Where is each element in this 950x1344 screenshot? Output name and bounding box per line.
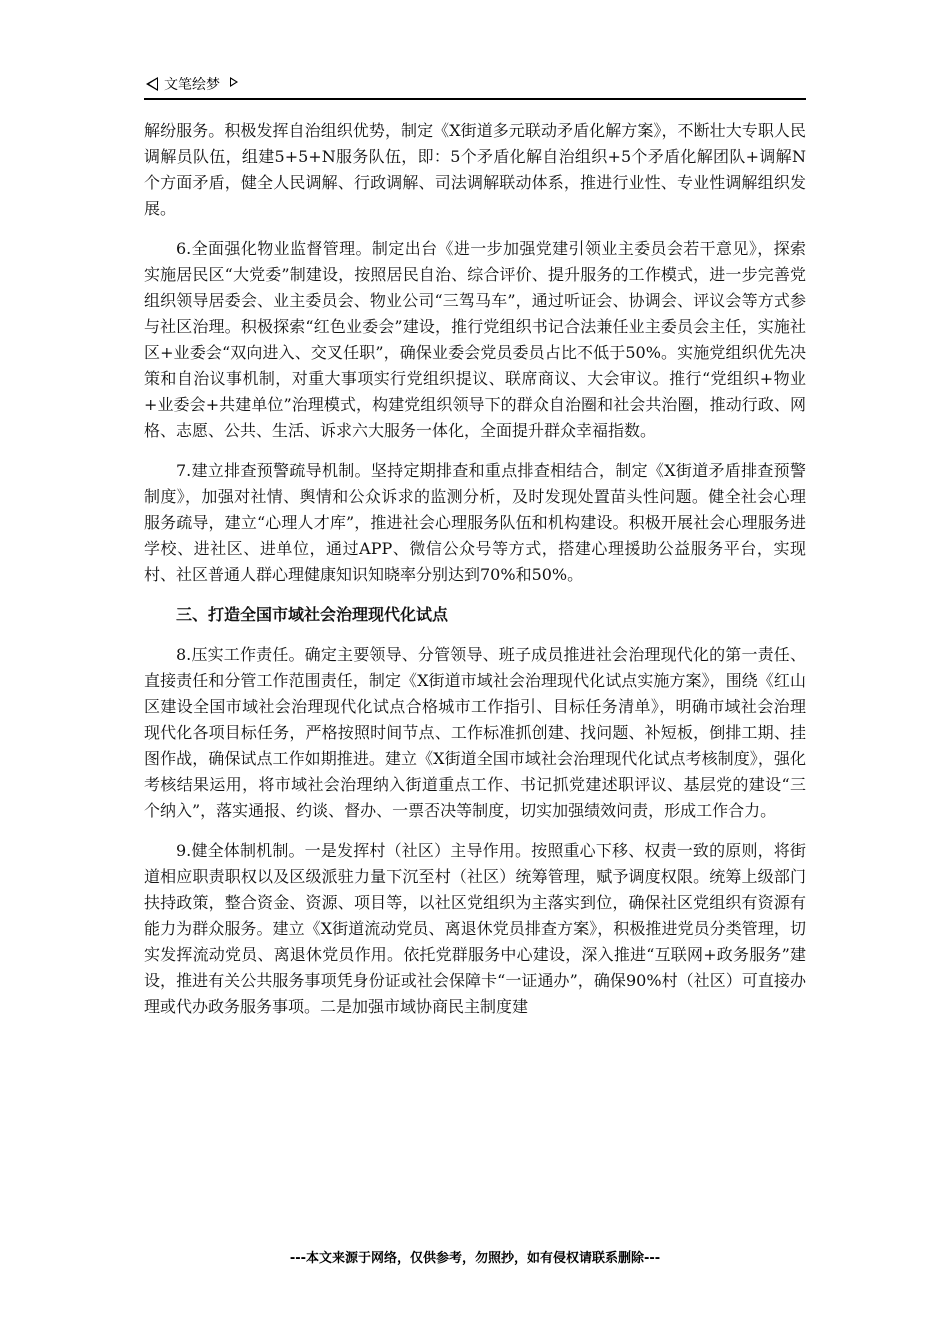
paragraph-item-9: 9.健全体制机制。一是发挥村（社区）主导作用。按照重心下移、权责一致的原则，将街道相应职责职权以及区级派驻力量下沉至村（社区）统筹管理，赋予调度权限。统筹上级部门扶持政策，整合资金、资源、项目等，以社区党组织为主落实到位，确保社区党组织有资源有能力为群众服务。建立《X街道流动党员、离退休党员排查方案》，积极推进党员分类管理，切实发挥流动党员、离退休党员作用。依托党群服务中心建设，深入推进“互联网+政务服务”建设，推进有关公共服务事项凭身份证或社会保障卡“一证通办”，确保90%村（社区）可直接办理或代办政务服务事项。二是加强市域协商民主制度建 <box>144 841 806 1016</box>
footer-disclaimer: ---本文来源于网络，仅供参考，勿照抄，如有侵权请联系删除--- <box>289 1251 661 1266</box>
page-header <box>144 72 806 100</box>
paragraph-continuation: 解纷服务。积极发挥自治组织优势，制定《X街道多元联动矛盾化解方案》，不断壮大专职人民调解员队伍，组建5+5+N服务队伍，即：5个矛盾化解自治组织+5个矛盾化解团队+调解N个方面矛盾，健全人民调解、行政调解、司法调解联动体系，推进行业性、专业性调解组织发展。 <box>144 121 806 218</box>
paragraph-item-6: 6.全面强化物业监督管理。制定出台《进一步加强党建引领业主委员会若干意见》，探索实施居民区“大党委”制建设，按照居民自治、综合评价、提升服务的工作模式，进一步完善党组织领导居委会、业主委员会、物业公司“三驾马车”，通过听证会、协调会、评议会等方式参与社区治理。积极探索“红色业委会”建设，推行党组织书记合法兼任业主委员会主任，实施社区+业委会“双向进入、交叉任职”，确保业委会党员委员占比不低于50%。实施党组织优先决策和自治议事机制，对重大事项实行党组织提议、联席商议、大会审议。推行“党组织+物业+业委会+共建单位”治理模式，构建党组织领导下的群众自治圈和社会共治圈，推动行政、网格、志愿、公共、生活、诉求六大服务一体化，全面提升群众幸福指数。 <box>144 239 806 440</box>
paragraph-item-7: 7.建立排查预警疏导机制。坚持定期排查和重点排查相结合，制定《X街道矛盾排查预警制度》，加强对社情、舆情和公众诉求的监测分析，及时发现处置苗头性问题。健全社会心理服务疏导，建立“心理人才库”，推进社会心理服务队伍和机构建设。积极开展社会心理服务进学校、进社区、进单位，通过APP、微信公众号等方式，搭建心理援助公益服务平台，实现村、社区普通人群心理健康知识知晓率分别达到70%和50%。 <box>144 461 806 584</box>
brand-name: 文笔绘梦 <box>164 77 220 93</box>
triangle-right-icon <box>230 77 238 87</box>
triangle-left-icon <box>146 77 158 91</box>
section-heading: 三、打造全国市域社会治理现代化试点 <box>176 605 449 624</box>
brand <box>146 74 238 94</box>
paragraph-item-8: 8.压实工作责任。确定主要领导、分管领导、班子成员推进社会治理现代化的第一责任、直接责任和分管工作范围责任，制定《X街道市域社会治理现代化试点实施方案》，围绕《红山区建设全国市域社会治理现代化试点合格城市工作指引、目标任务清单》，明确市域社会治理现代化各项目标任务，严格按照时间节点、工作标准抓创建、找问题、补短板，倒排工期、挂图作战，确保试点工作如期推进。建立《X街道全国市域社会治理现代化试点考核制度》，强化考核结果运用，将市域社会治理纳入街道重点工作、书记抓党建述职评议、基层党的建设“三个纳入”，落实通报、约谈、督办、一票否决等制度，切实加强绩效问责，形成工作合力。 <box>144 645 806 820</box>
document-body <box>144 118 806 1034</box>
